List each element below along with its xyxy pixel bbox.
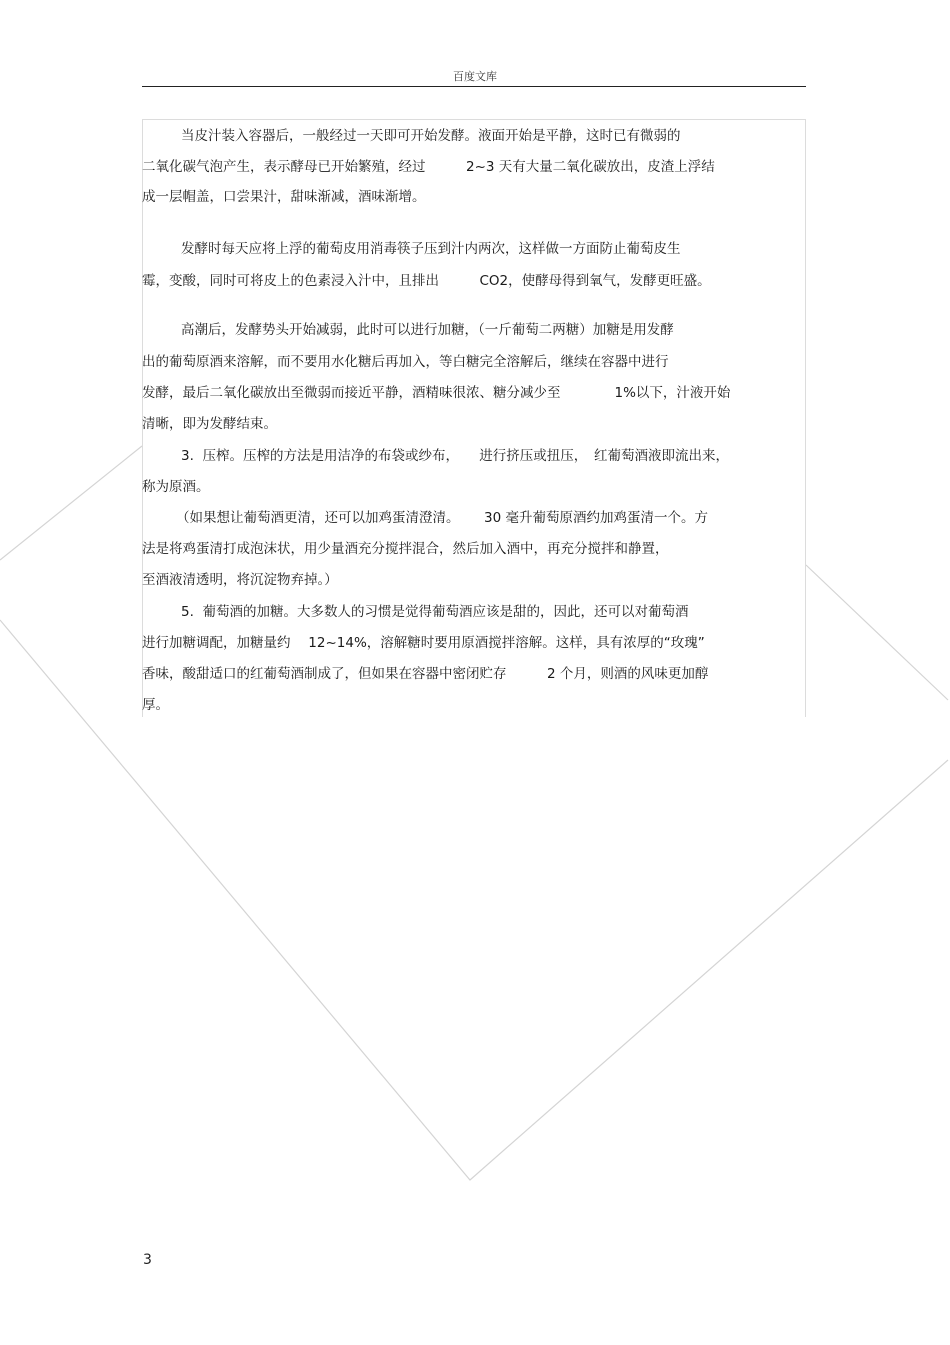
paragraph-6-line-2: 进行加糖调配，加糖量约 12~14%，溶解糖时要用原酒搅拌溶解。这样，具有浓厚的“玫瑰”: [142, 635, 705, 651]
paragraph-6-line-3: 香味，酸甜适口的红葡萄酒制成了，但如果在容器中密闭贮存 2 个月，则酒的风味更加醇: [142, 666, 709, 682]
paragraph-4-line-2: 称为原酒。: [142, 479, 210, 495]
paragraph-3-line-4: 清晰，即为发酵结束。: [142, 416, 277, 432]
paragraph-6-line-4: 厚。: [142, 697, 169, 713]
paragraph-2-line-1: 发酵时每天应将上浮的葡萄皮用消毒筷子压到汁内两次，这样做一方面防止葡萄皮生: [181, 241, 681, 257]
paragraph-4-line-1: 3. 压榨。压榨的方法是用洁净的布袋或纱布， 进行挤压或扭压， 红葡萄酒液即流出来，: [181, 448, 729, 464]
header-title: 百度文库: [453, 70, 497, 83]
paragraph-1-line-1: 当皮汁装入容器后，一般经过一天即可开始发酵。液面开始是平静，这时已有微弱的: [181, 128, 681, 144]
paragraph-2-line-2: 霉，变酸，同时可将皮上的色素浸入汁中，且排出 CO2，使酵母得到氧气，发酵更旺盛。: [142, 273, 711, 289]
paragraph-3-line-3: 发酵，最后二氧化碳放出至微弱而接近平静，酒精味很浓、糖分减少至 1%以下，汁液开始: [142, 385, 731, 401]
paragraph-5-line-2: 法是将鸡蛋清打成泡沫状，用少量酒充分搅拌混合，然后加入酒中，再充分搅拌和静置，: [142, 541, 669, 557]
paragraph-3-line-2: 出的葡萄原酒来溶解，而不要用水化糖后再加入，等白糖完全溶解后，继续在容器中进行: [142, 354, 669, 370]
paragraph-6-line-1: 5. 葡萄酒的加糖。大多数人的习惯是觉得葡萄酒应该是甜的，因此，还可以对葡萄酒: [181, 604, 689, 620]
paragraph-3-line-1: 高潮后，发酵势头开始减弱，此时可以进行加糖，（一斤葡萄二两糖）加糖是用发酵: [181, 322, 674, 338]
page-number: 3: [143, 1252, 152, 1268]
header-rule: [142, 86, 806, 87]
paragraph-5-line-1: （如果想让葡萄酒更清，还可以加鸡蛋清澄清。 30 毫升葡萄原酒约加鸡蛋清一个。方: [176, 510, 709, 526]
paragraph-1-line-3: 成一层帽盖，口尝果汁，甜味渐减，酒味渐增。: [142, 189, 426, 205]
paragraph-5-line-3: 至酒液清透明，将沉淀物弃掉。）: [142, 572, 338, 588]
paragraph-1-line-2: 二氧化碳气泡产生，表示酵母已开始繁殖，经过 2~3 天有大量二氧化碳放出，皮渣上浮结: [142, 159, 715, 175]
